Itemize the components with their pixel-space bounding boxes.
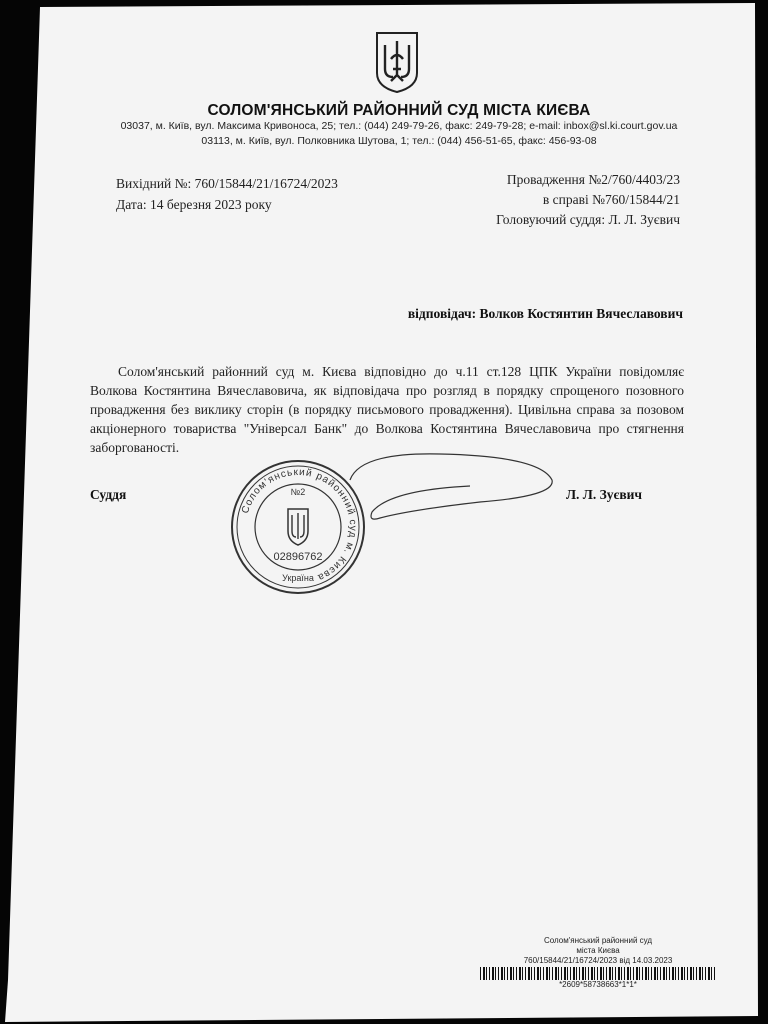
outgoing-number: Вихідний №: 760/15844/21/16724/2023 [116,176,338,191]
barcode-text: *2609*58738663*1*1* [559,980,637,989]
stamp-country: Україна [282,573,314,583]
judge-signature [320,440,560,530]
judge-label: Суддя [90,487,127,502]
registry-footer [480,936,716,966]
court-name: СОЛОМ'ЯНСЬКИЙ РАЙОННИЙ СУД МІСТА КИЄВА [207,102,591,119]
barcode [480,967,716,980]
stamp-number: №2 [290,487,306,497]
coat-of-arms-icon [373,29,421,95]
stamp-text: Солом'янський районний суд м. Києва [239,466,359,584]
footer-line-2: міста Києва [576,946,620,955]
respondent-line: відповідач: Волков Костянтин Вячеславович [407,306,683,321]
proceeding-number: Провадження №2/760/4403/23 [506,172,680,187]
notice-body-text: Солом'янський районний суд м. Києва відповідно до ч.11 ст.128 ЦПК України повідомляє Волкова Костянтина Вячеславовича, як відповідача про розгляд в порядку спрощеного позовного провадження без виклику сторін (в порядку письмового провадження). Цивільна справа за позовом акціонерного товариства "Універсал Банк" до Волкова Костянтина Вячеславовича про стягнення заборгованості. [90,364,684,455]
court-address-line-1: 03037, м. Київ, вул. Максима Кривоноса, 25; тел.: (044) 249-79-26, факс: 249-79-28; e-mail: inbox@sl.ki.court.gov.ua [120,120,678,132]
presiding-judge: Головуючий суддя: Л. Л. Зуєвич [496,212,680,227]
stamp-code: 02896762 [273,551,323,563]
court-address-line-2: 03113, м. Київ, вул. Полковника Шутова, 1; тел.: (044) 456-51-65, факс: 456-93-08 [201,135,597,147]
case-number: в справі №760/15844/21 [542,192,680,207]
document-date: Дата: 14 березня 2023 року [116,197,272,212]
judge-name: Л. Л. Зуєвич [566,487,643,502]
footer-line-1: Солом'янський районний суд [543,936,653,945]
footer-line-3: 760/15844/21/16724/2023 від 14.03.2023 [523,956,673,965]
